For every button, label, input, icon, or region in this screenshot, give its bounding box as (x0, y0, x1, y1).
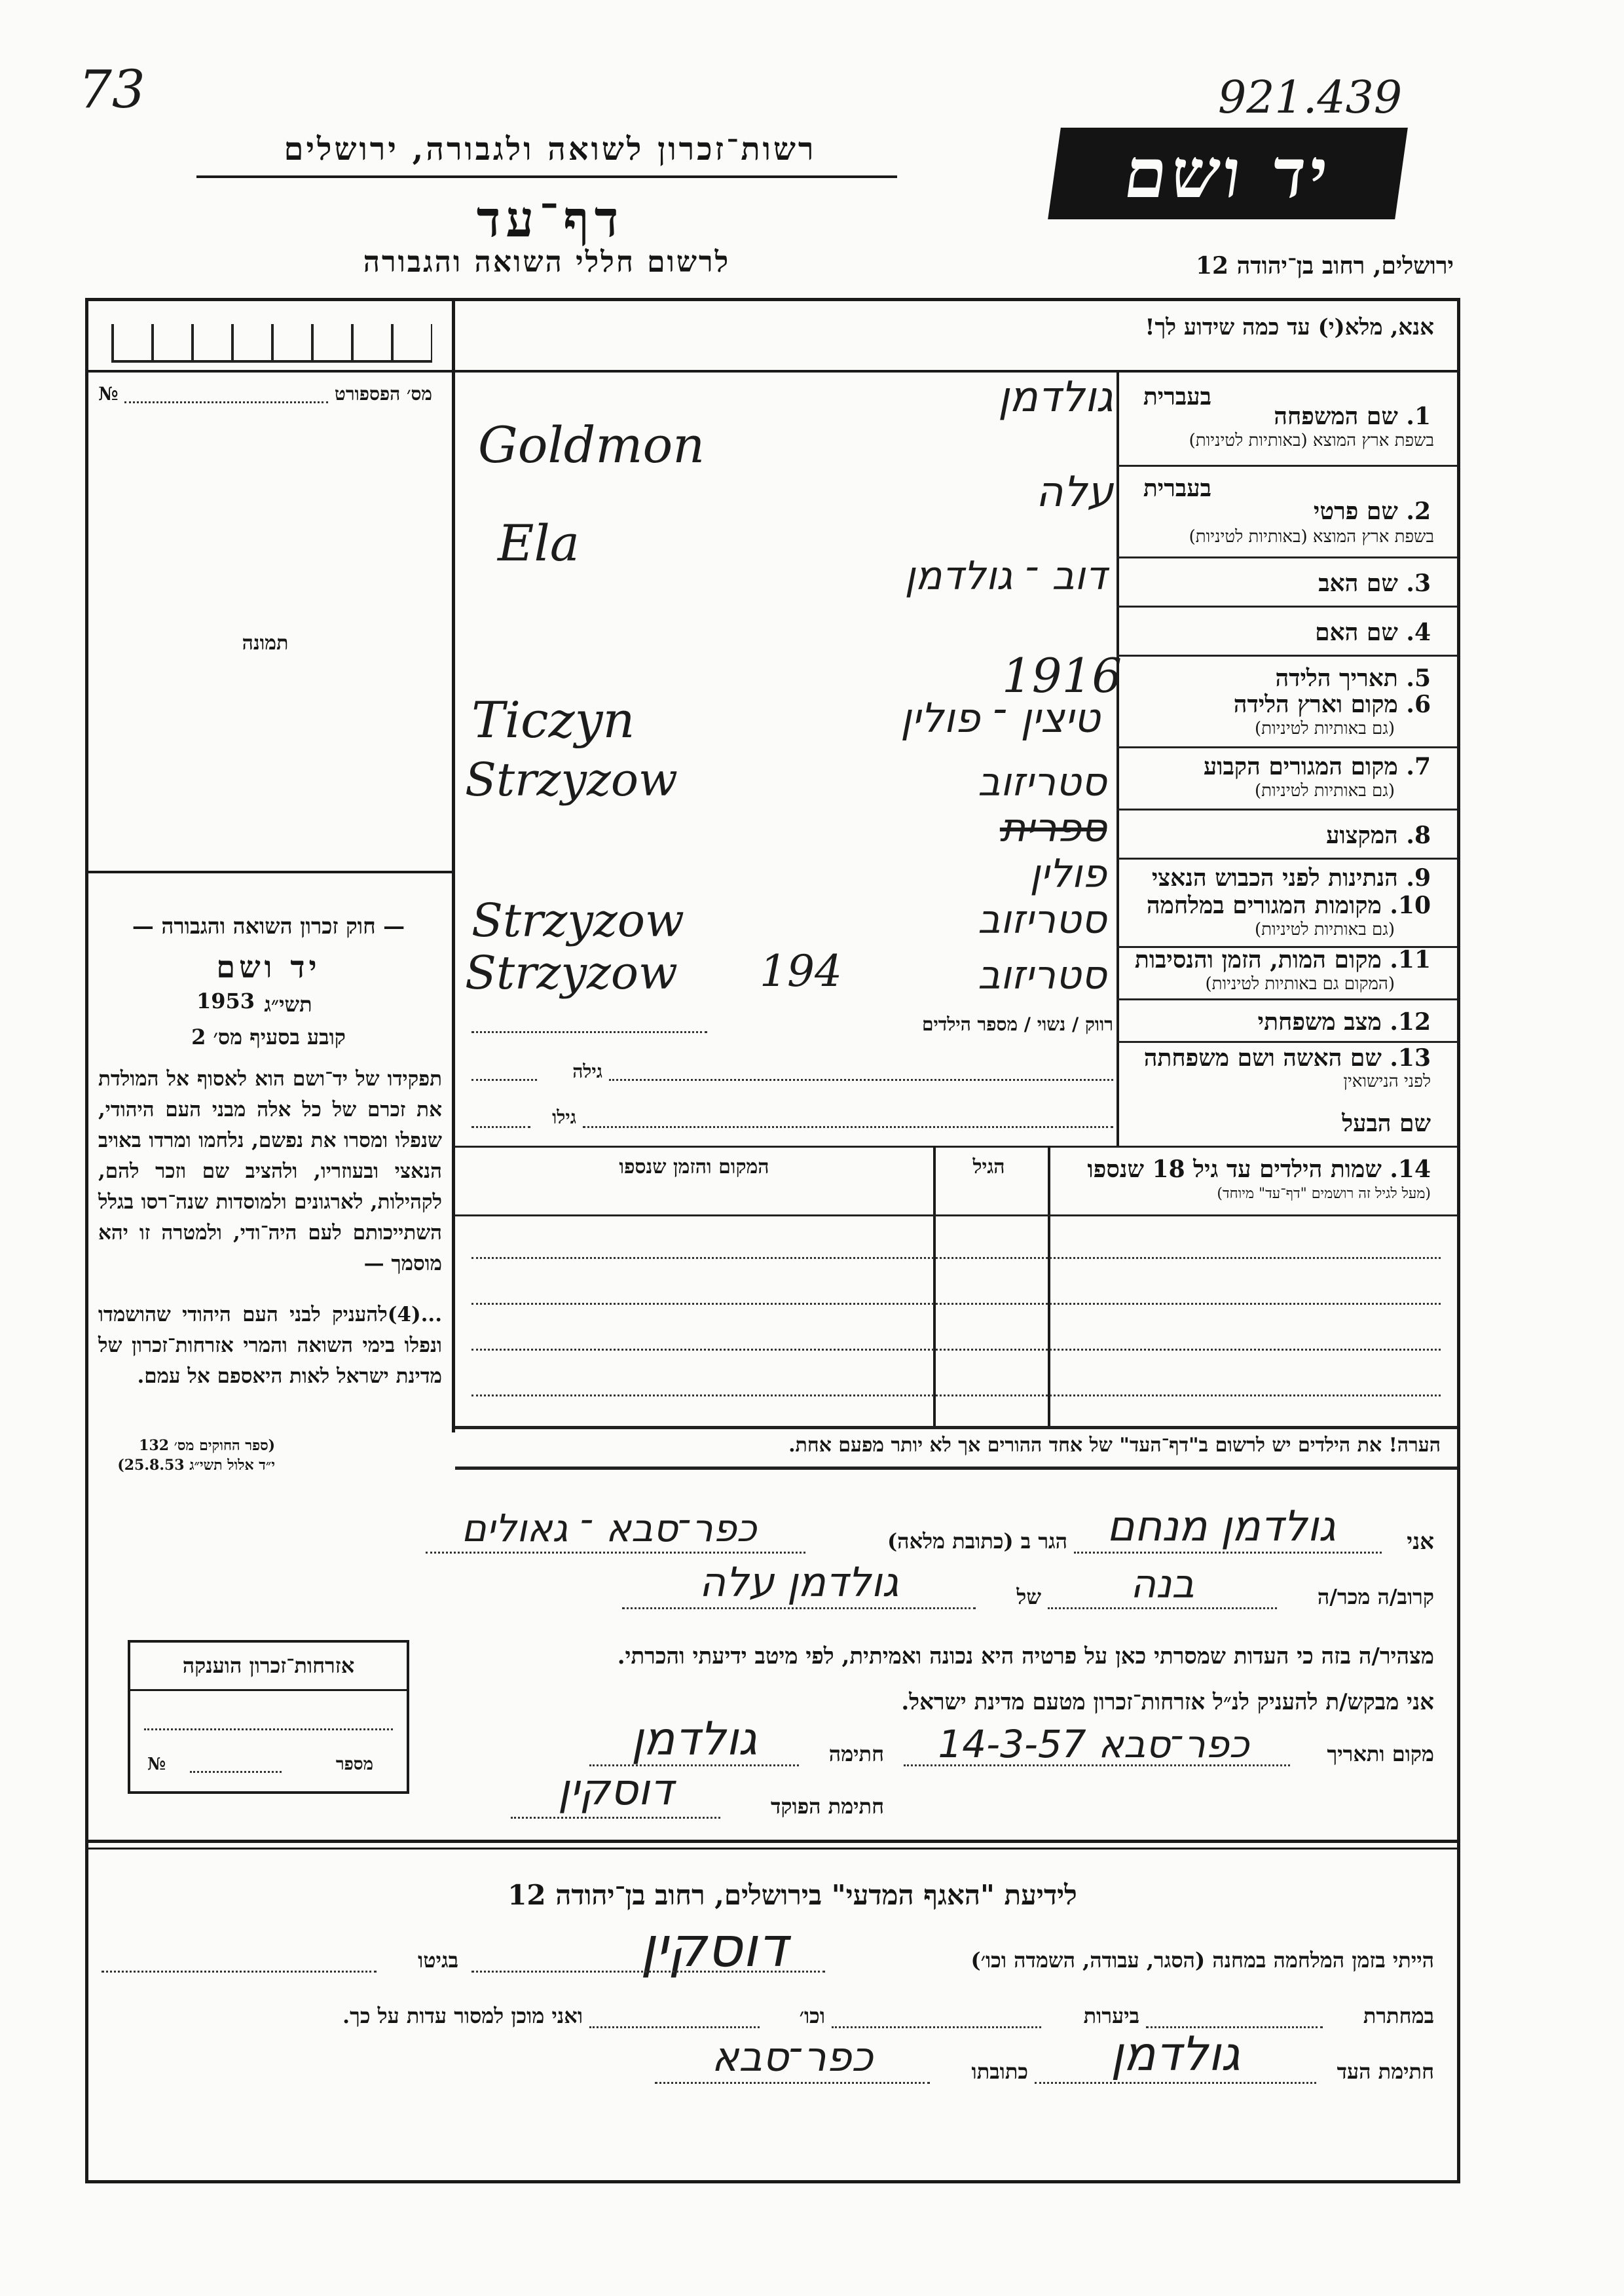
bottom-forests-dotline (832, 2026, 1041, 2028)
row-2-line (1116, 556, 1457, 558)
decl-officer-dotline (511, 1817, 720, 1819)
hw-profession: ספרית (999, 805, 1107, 851)
bottom-section-line-2 (88, 1848, 1457, 1850)
passport-label-text: מס׳ הפספורט (334, 383, 432, 405)
field-6-sub: (גם באותיות לטיניות) (1254, 719, 1395, 738)
row-3-line (1116, 606, 1457, 608)
bottom-camp-dotline (471, 1971, 825, 1973)
hw-surname-lat: Goldmon (478, 416, 705, 474)
logo (1048, 128, 1408, 219)
bottom-address: כתובתו (971, 2059, 1028, 2084)
field-14-sub: (מעל לגיל זה רושמים "דף־עד" מיוחד) (1217, 1186, 1431, 1202)
law-date: י״ד אלול תשי״ג 25.8.53) (117, 1457, 275, 1474)
hw-birth-lat: Ticzyn (471, 691, 635, 749)
form-title: דף־עד (476, 190, 624, 248)
field-6: 6. מקום וארץ הלידה (1233, 691, 1431, 718)
hw-residence-heb: סטריזוב (978, 759, 1107, 805)
bottom-address-dotline (655, 2082, 930, 2084)
decl-address-dotline (426, 1552, 805, 1554)
memorial-box-number: מספר (335, 1755, 373, 1774)
bottom-witness-sig: חתימת העד (1337, 2059, 1434, 2084)
law-title: — חוק זכרון השואה והגבורה — (132, 913, 405, 939)
row-1-line (1116, 465, 1457, 467)
table-row-2 (471, 1303, 1441, 1305)
hw-war-lat: Strzyzow (471, 894, 684, 947)
bottom-ghetto-dotline (101, 1971, 377, 1973)
field-2: 2. שם פרטי (1313, 498, 1431, 525)
in-hebrew-2: בעברית (1143, 475, 1211, 502)
in-hebrew-1: בעברית (1143, 383, 1211, 410)
decl-name-dotline (1074, 1552, 1382, 1554)
field-7-sub: (גם באותיות לטיניות) (1254, 781, 1395, 801)
table-row-3 (471, 1349, 1441, 1351)
hw-birth-date: 1916 (1002, 648, 1122, 703)
field-12: 12. מצב משפחתי (1257, 1008, 1431, 1036)
field-12-options: רווק / נשוי / מספר הילדים (921, 1013, 1113, 1035)
col-age-header: הגיל (972, 1156, 1005, 1178)
husband-dotline-b (471, 1126, 530, 1128)
field-4: 4. שם האם (1315, 619, 1431, 646)
hw-first-lat: Ela (498, 514, 580, 572)
hw-relation: בנה (1130, 1561, 1194, 1607)
memorial-box-no: № (147, 1755, 166, 1774)
table-row-1 (471, 1257, 1441, 1259)
hw-witness-name: גולדמן מנחם (1107, 1503, 1336, 1551)
law-clause: קובע בסעיף מס׳ 2 (191, 1025, 346, 1049)
law-text: תפקידו של יד־ושם הוא לאסוף אל המולדת את זכרם של כל אלה מבני העם היהודי, שנפלו ומסרו את נפשם, נלחמו ומרדו באויב הנאצי ובעוזריו, ולהציב שם וזכר להם, לקהילות, לארגונים ולמוסדות שנה־רסו בגלל השתייכותם לעם היה־ודי, ולמטרה זו יהא מוסמך — (98, 1067, 442, 1275)
law-ref: (ספר החוקים מס׳ 132 (139, 1437, 275, 1454)
form-subtitle: לרשום חללי השואה והגבורה (363, 246, 731, 279)
law-year: 1953 (196, 989, 255, 1013)
photo-top-line (88, 370, 1457, 373)
row-6-line (1116, 746, 1457, 748)
husband-age: גילו (552, 1106, 576, 1128)
file-number: 921.439 (1218, 72, 1403, 124)
authority-line: רשות־זכרון לשואה ולגבורה, ירושלים (284, 131, 817, 168)
row-4-line (1116, 655, 1457, 657)
decl-officer-label: חתימת הפוקד (771, 1794, 884, 1819)
field-12-dotline (471, 1031, 707, 1033)
husband-label: שם הבעל (1342, 1110, 1431, 1137)
field-8: 8. המקצוע (1326, 822, 1431, 849)
hw-signature: גולדמן (631, 1712, 758, 1766)
hw-surname-heb: גולדמן (997, 373, 1113, 422)
hw-officer-sig: דוסקין (557, 1764, 674, 1815)
field-3: 3. שם האב (1318, 570, 1431, 597)
hw-death-num: 194 (760, 946, 842, 996)
field-1: 1. שם המשפחה (1274, 403, 1431, 430)
memorial-box-dots-2 (190, 1771, 282, 1773)
hw-death-lat: Strzyzow (465, 946, 678, 1000)
logo-text: יד ושם (1119, 133, 1337, 213)
decl-resident-label: הגר ב (כתובת מלאה) (887, 1529, 1067, 1554)
note: הערה! את הילדים יש לרשום ב"דף־העד" של אחד ההורים אך לא יותר מפעם אחת. (788, 1434, 1441, 1457)
authority-underline (196, 175, 897, 178)
memorial-box-title: אזרחות־זכרון הוענקה (182, 1653, 355, 1678)
left-column-divider (452, 300, 455, 1432)
passport-no: № (98, 383, 119, 405)
page-number: 73 (79, 59, 145, 120)
field-7: 7. מקום המגורים הקבוע (1203, 753, 1431, 780)
law-year-heb: תשי״ג (264, 992, 312, 1017)
bottom-etc: וכו׳ (799, 2003, 825, 2028)
row-13-line (455, 1146, 1457, 1148)
photo-label: תמונה (242, 632, 289, 655)
field-13: 13. שם האשה ושם משפחתה (1143, 1044, 1431, 1072)
field-2-sub: בשפת ארץ המוצא (באותיות לטיניות) (1189, 527, 1434, 547)
field-14: 14. שמות הילדים עד גיל 18 שנספו (1087, 1156, 1431, 1183)
table-col-2 (1048, 1146, 1050, 1427)
passport-label (98, 383, 432, 405)
hw-large-sig: דוסקין (640, 1915, 788, 1979)
field-10-sub: (גם באותיות לטיניות) (1254, 920, 1395, 939)
note-bottom-line (455, 1467, 1457, 1470)
hw-witness-address: כפר־סבא ־ גאולים (461, 1506, 757, 1550)
decl-of-label: של (1016, 1584, 1041, 1609)
hw-war-heb: סטריזוב (978, 897, 1107, 943)
passport-boxes (111, 324, 432, 363)
decl-i-label: אני (1407, 1529, 1434, 1555)
address: ירושלים, רחוב בן־יהודה 12 (1195, 252, 1454, 280)
decl-of-dotline (622, 1607, 976, 1609)
bottom-line-1: הייתי בזמן המלחמה במחנה (הסגר, עבודה, השמדה וכו׳) (970, 1948, 1434, 1973)
decl-place-date-label: מקום ותאריך (1327, 1741, 1434, 1766)
passport-dotline (124, 383, 327, 403)
field-11-sub: (המקום גם באותיות לטיניות) (1205, 974, 1395, 994)
field-10: 10. מקומות המגורים במלחמה (1146, 892, 1431, 919)
hw-citizenship: פולין (1029, 851, 1107, 897)
field-1-sub: בשפת ארץ המוצא (באותיות לטיניות) (1189, 431, 1434, 450)
table-row-4 (471, 1394, 1441, 1396)
row-7-line (1116, 809, 1457, 811)
bottom-section-line (88, 1840, 1457, 1843)
bottom-title: לידיעת "האגף המדעי" בירושלים, רחוב בן־יהודה 12 (507, 1879, 1077, 1911)
memorial-box-divider (130, 1689, 407, 1691)
decl-statement: מצהיר/ה בזה כי העדות שמסרתי כאן על פרטיה היא נכונה ואמיתית, לפי מיטב ידיעתי והכרתי. (617, 1643, 1434, 1669)
hw-bottom-sig: גולדמן (1110, 2026, 1241, 2081)
bottom-ghetto: בגיטו (418, 1948, 458, 1973)
field-13-sub: לפני הנישואין (1343, 1072, 1431, 1091)
hw-first-heb: עלה (1035, 468, 1113, 517)
field-9: 9. הנתינות לפני הכבוש הנאצי (1151, 864, 1431, 892)
bottom-testify: ואני מוכן למסור עדות על כך. (342, 2003, 583, 2028)
field-5: 5. תאריך הלידה (1275, 665, 1431, 692)
decl-relation-dotline (1048, 1607, 1277, 1609)
husband-dotline-a (583, 1126, 1113, 1128)
hw-death-heb: סטריזוב (978, 953, 1107, 998)
instruction: אנא, מלא(י) עד כמה שידוע לך! (1145, 314, 1434, 340)
table-col-1 (933, 1146, 936, 1427)
hw-bottom-address: כפר־סבא (711, 2033, 874, 2081)
field-11: 11. מקום המות, הזמן והנסיבות (1134, 946, 1431, 974)
field-13-dotline-a (609, 1079, 1113, 1081)
bottom-forests: ביערות (1083, 2003, 1139, 2028)
table-header-line (455, 1214, 1457, 1216)
photo-bottom-line (88, 871, 452, 873)
decl-request: אני מבקש/ת להעניק לנ״ל אזרחות־זכרון מטעם מדינת ישראל. (901, 1689, 1434, 1715)
hw-birth-heb: טיצין ־ פולין (900, 694, 1100, 742)
row-12-line (1116, 1041, 1457, 1043)
hw-residence-lat: Strzyzow (465, 753, 678, 807)
row-11-line (1116, 998, 1457, 1000)
bottom-etc-dotline (589, 2026, 760, 2028)
field-13-age: גילה (572, 1061, 602, 1082)
label-column-divider (1116, 370, 1119, 1146)
law-text-2: ...(4)להעניק לבני העם היהודי שהושמדו ונפלו בימי השואה והמרי אזרחות־זכרון של מדינת ישראל לאות היאספם אל עמם. (98, 1303, 442, 1388)
field-13-dotline-b (471, 1079, 537, 1081)
memorial-box-dots-1 (144, 1728, 393, 1730)
law-name: יד ושם (216, 949, 321, 985)
bottom-underground: במחתרת (1363, 2003, 1434, 2028)
decl-signature-label: חתימה (828, 1741, 884, 1766)
hw-place-date: כפר־סבא 14-3-57 (938, 1722, 1249, 1766)
col-place-header: המקום והזמן שנספו (619, 1156, 769, 1178)
decl-relative-label: קרוב/ה מכר/ה (1317, 1584, 1434, 1609)
bottom-witness-dotline (1035, 2082, 1316, 2084)
hw-relative-of: גולדמן עלה (699, 1558, 899, 1606)
hw-father: דוב ־ גולדמן (904, 553, 1107, 599)
table-bottom-line (455, 1426, 1457, 1429)
row-8-line (1116, 858, 1457, 860)
